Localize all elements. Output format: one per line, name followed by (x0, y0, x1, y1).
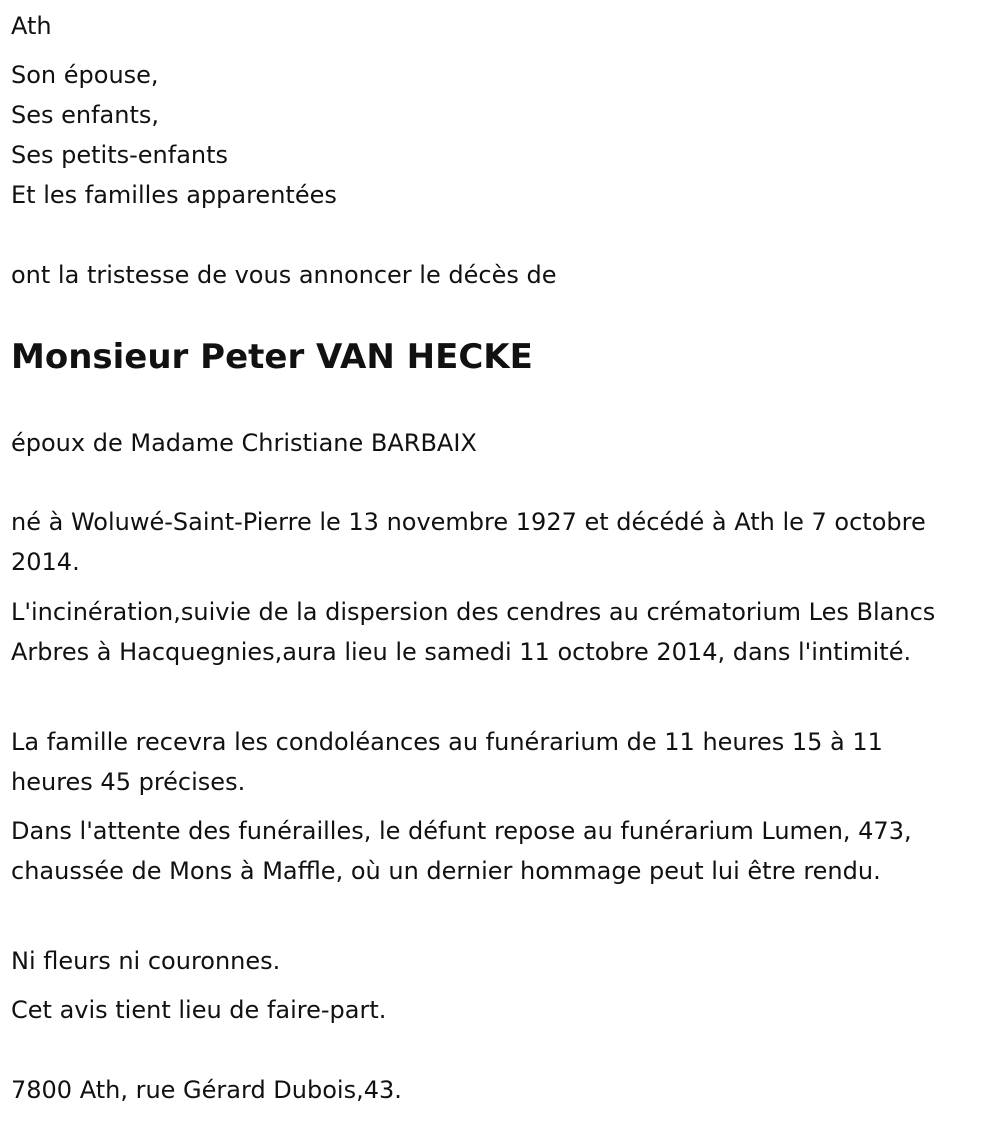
flowers-text: Ni fleurs ni couronnes. (11, 947, 281, 975)
family-line-relatives: Et les familles apparentées (11, 181, 337, 209)
family-line-children: Ses enfants, (11, 101, 160, 129)
family-line-grandchildren: Ses petits-enfants (11, 141, 229, 169)
birth-death-text: né à Woluwé-Saint-Pierre le 13 novembre 1927 et décédé à Ath le 7 octobre 2014. (11, 508, 926, 576)
repose-text: Dans l'attente des funérailles, le défunt repose au funérarium Lumen, 473, chaussée de Mons à Maffle, où un dernier hommage peut lui être rendu. (11, 817, 912, 885)
cremation-text: L'incinération,suivie de la dispersion des cendres au crématorium Les Blancs Arbres à Hacquegnies,aura lieu le samedi 11 octobre 2014, dans l'intimité. (11, 598, 936, 666)
deceased-name: Monsieur Peter VAN HECKE (11, 337, 533, 377)
announcement-text: ont la tristesse de vous annoncer le décès de (11, 261, 557, 289)
location-text: Ath (11, 12, 52, 40)
notice-text: Cet avis tient lieu de faire-part. (11, 996, 387, 1024)
condolences-text: La famille recevra les condoléances au funérarium de 11 heures 15 à 11 heures 45 précises. (11, 728, 883, 796)
address-text: 7800 Ath, rue Gérard Dubois,43. (11, 1076, 402, 1104)
spouse-text: époux de Madame Christiane BARBAIX (11, 429, 477, 457)
family-line-spouse: Son épouse, (11, 61, 159, 89)
